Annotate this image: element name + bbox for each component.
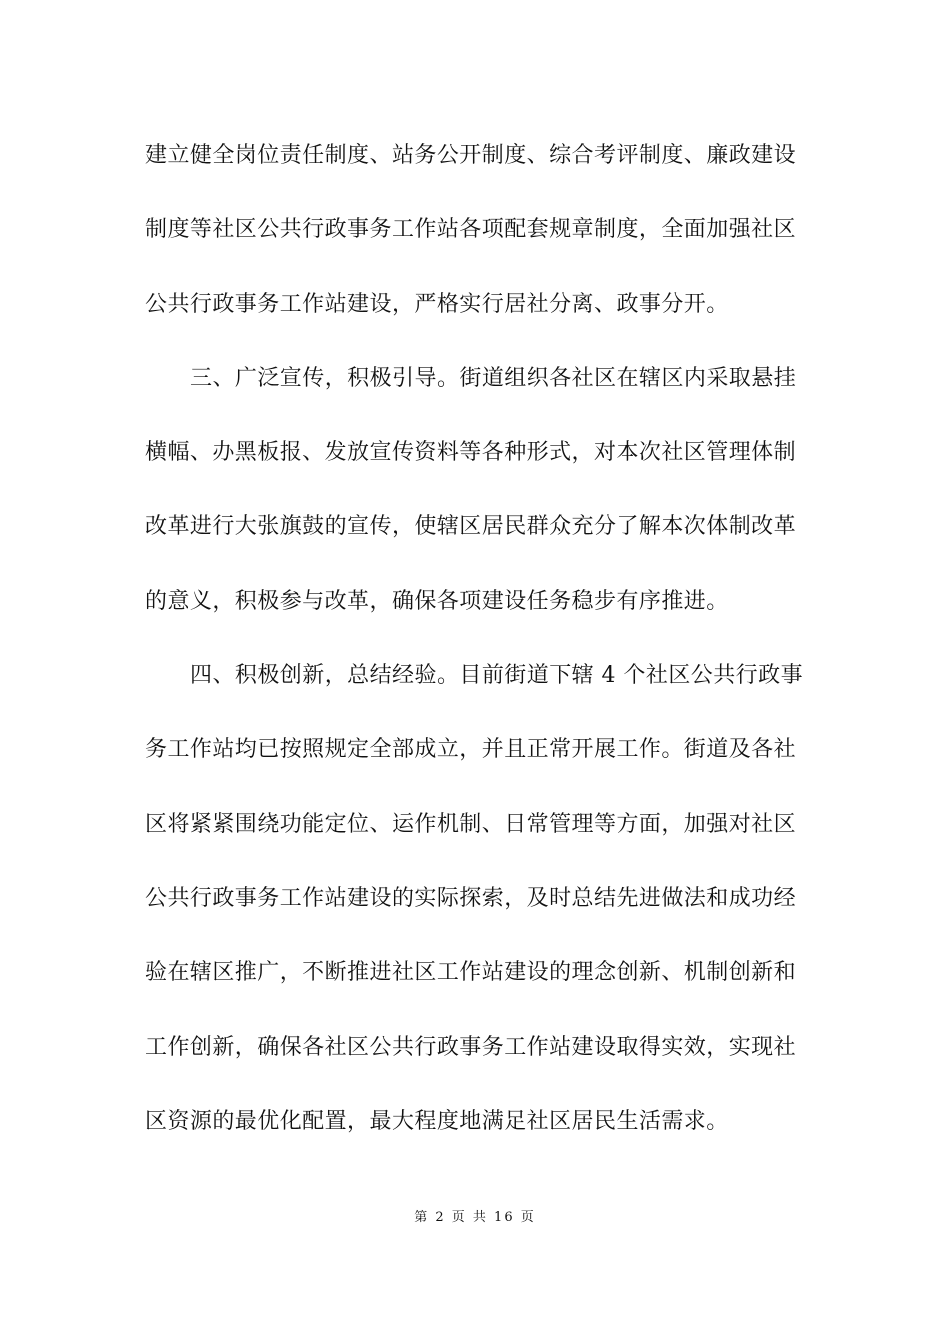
text-line: 的意义，积极参与改革，确保各项建设任务稳步有序推进。 (145, 588, 729, 614)
text-line: 区资源的最优化配置，最大程度地满足社区居民生活需求。 (145, 1108, 729, 1134)
paragraph-start-line: 三、广泛宣传，积极引导。街道组织各社区在辖区内采取悬挂 (190, 365, 797, 391)
text-line: 工作创新，确保各社区公共行政事务工作站建设取得实效，实现社 (145, 1034, 797, 1060)
text-line: 横幅、办黑板报、发放宣传资料等各种形式，对本次社区管理体制 (145, 440, 797, 466)
text-line: 建立健全岗位责任制度、站务公开制度、综合考评制度、廉政建设 (145, 143, 797, 168)
body-text (145, 130, 805, 1170)
text-line: 制度等社区公共行政事务工作站各项配套规章制度，全面加强社区 (145, 217, 797, 243)
page-number-footer: 第 2 页 共 16 页 (414, 1210, 536, 1225)
text-line: 公共行政事务工作站建设的实际探索，及时总结先进做法和成功经 (145, 885, 797, 911)
text-line: 验在辖区推广，不断推进社区工作站建设的理念创新、机制创新和 (145, 960, 797, 986)
paragraph-start-line: 四、积极创新，总结经验。目前街道下辖 4 个社区公共行政事 (190, 663, 804, 689)
text-line: 改革进行大张旗鼓的宣传，使辖区居民群众充分了解本次体制改革 (145, 514, 797, 540)
text-line: 公共行政事务工作站建设，严格实行居社分离、政事分开。 (145, 291, 729, 317)
text-line: 区将紧紧围绕功能定位、运作机制、日常管理等方面，加强对社区 (145, 811, 797, 837)
text-line: 务工作站均已按照规定全部成立，并且正常开展工作。街道及各社 (145, 737, 797, 763)
